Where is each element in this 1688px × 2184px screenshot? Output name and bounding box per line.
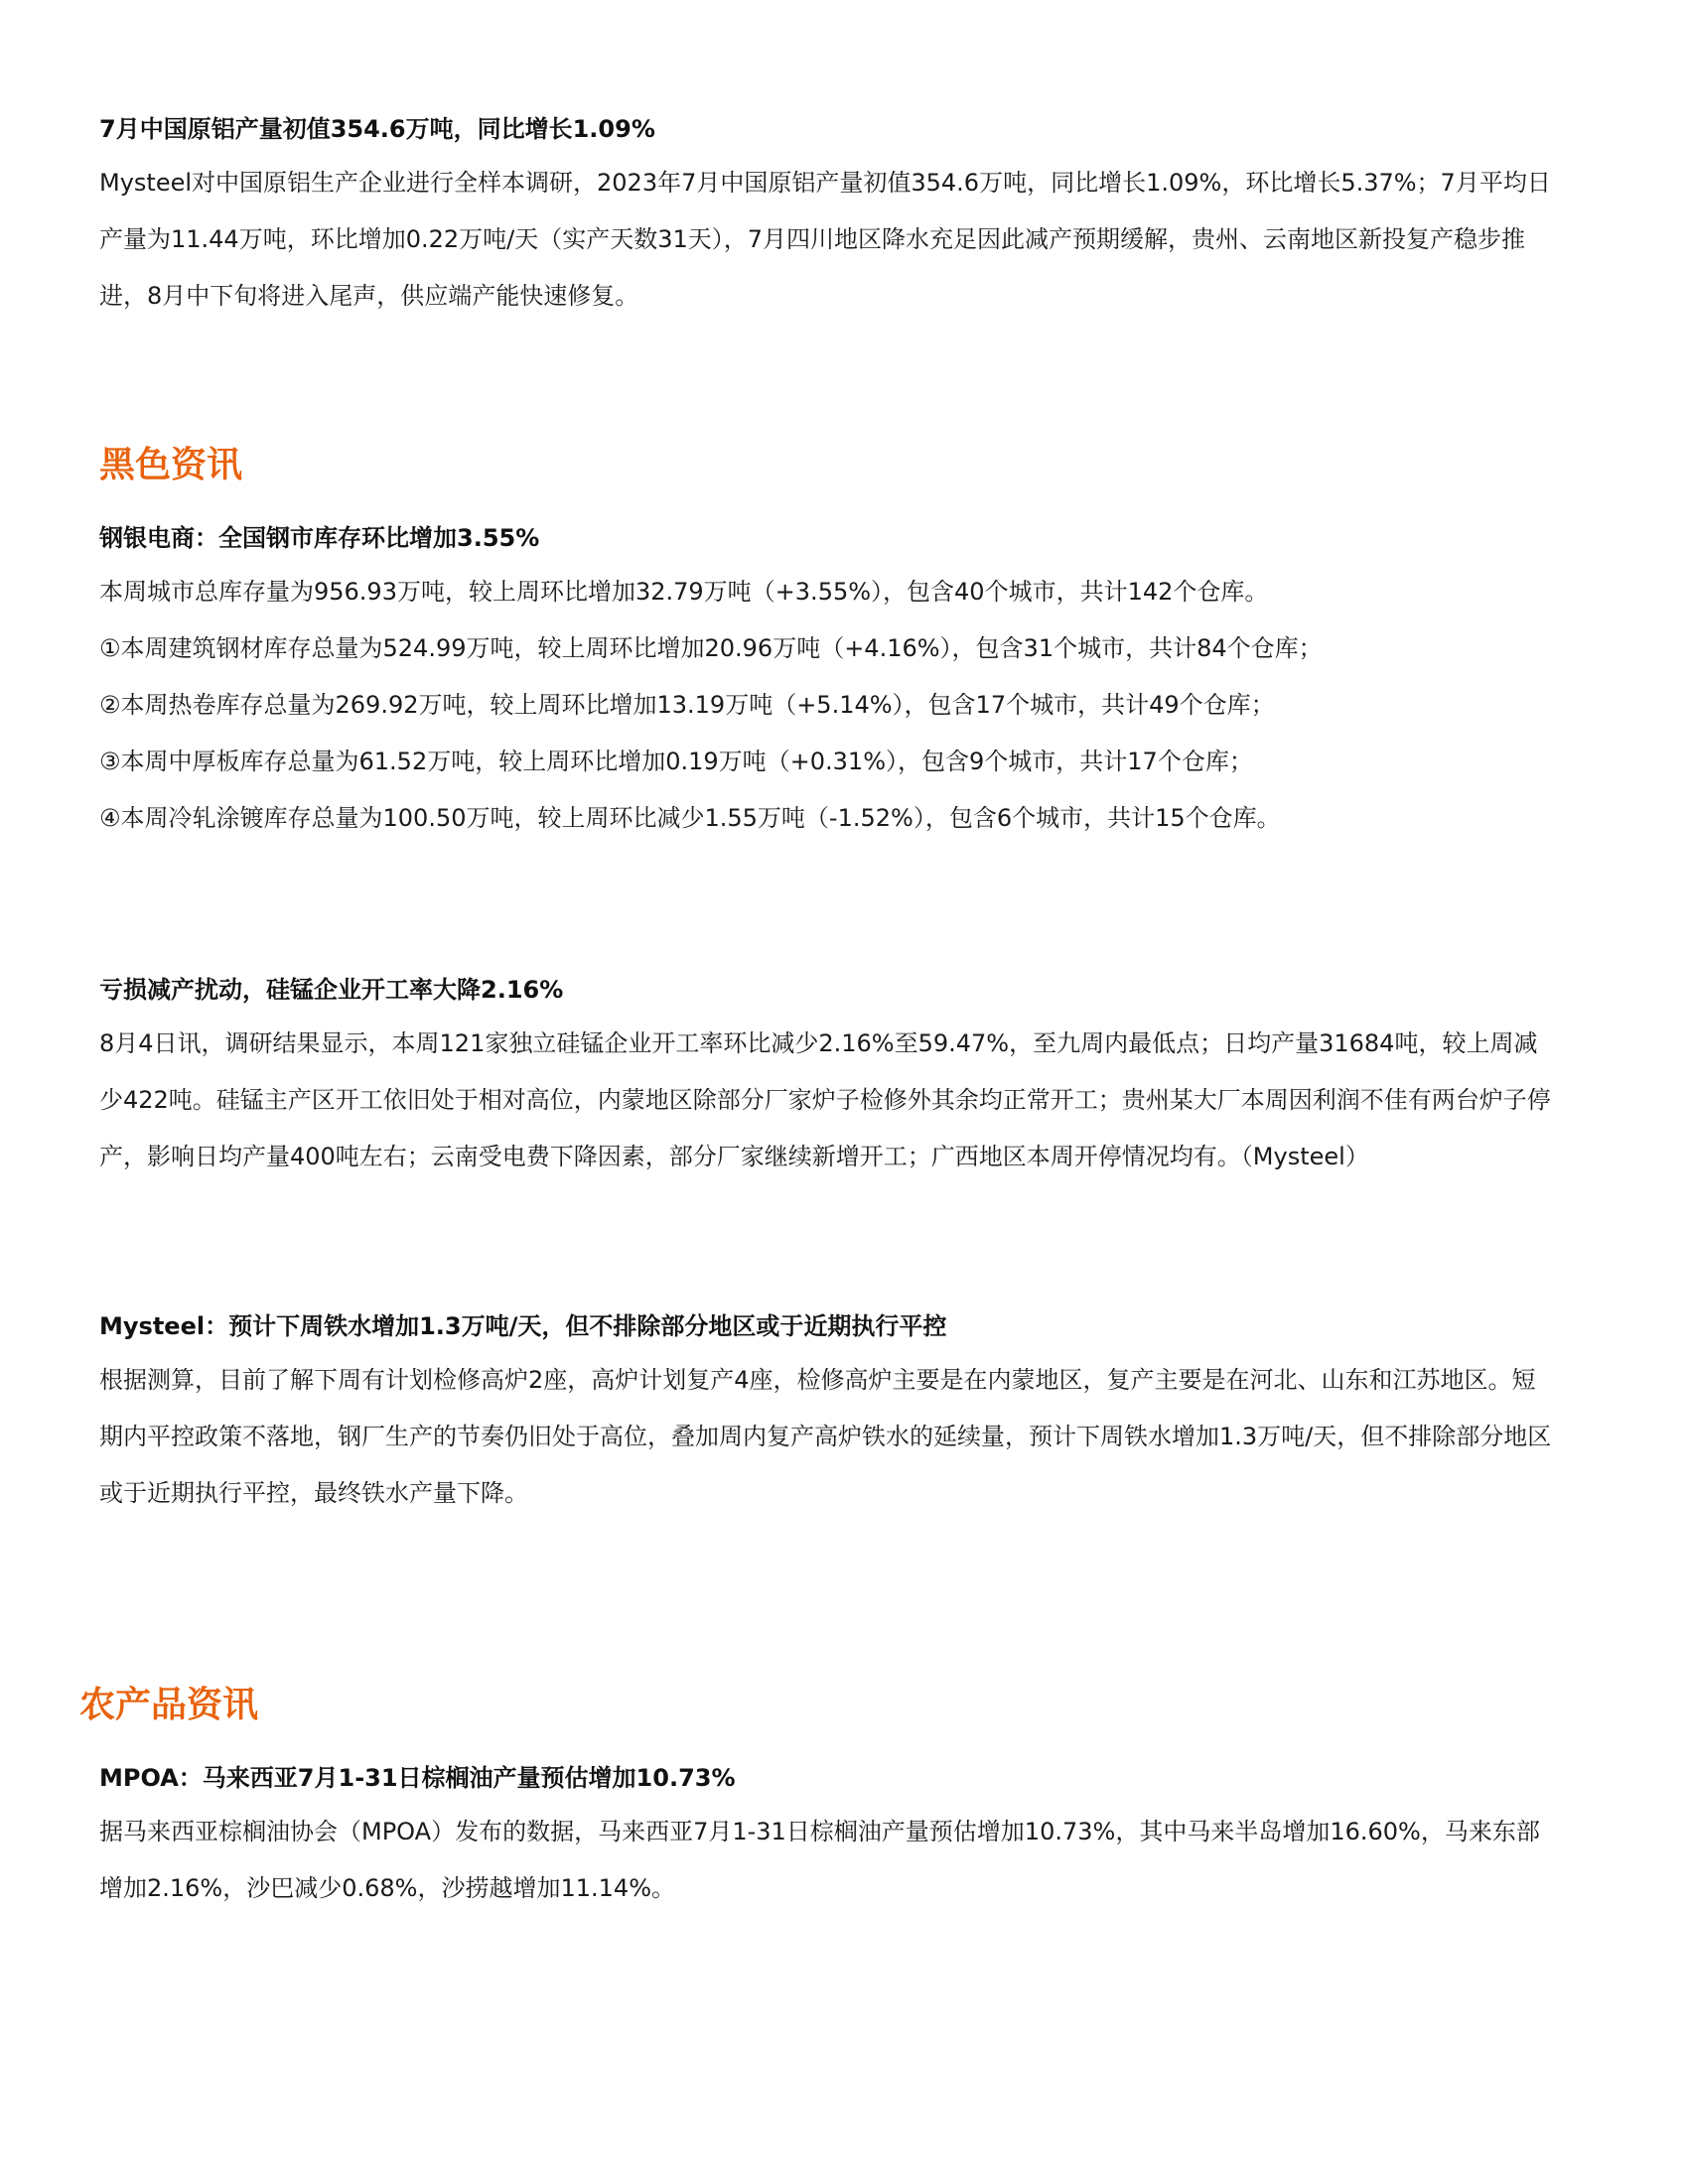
article-line: ②本周热卷库存总量为269.92万吨，较上周环比增加13.19万吨（+5.14%），包含17个城市，共计49个仓库；: [99, 691, 1275, 719]
section-title-ferrous: 黑色资讯: [99, 445, 243, 485]
article-line: ④本周冷轧涂镀库存总量为100.50万吨，较上周环比减少1.55万吨（-1.52%），包含6个城市，共计15个仓库。: [99, 804, 1281, 832]
article-line: ③本周中厚板库存总量为61.52万吨，较上周环比增加0.19万吨（+0.31%），包含9个城市，共计17个仓库；: [99, 748, 1253, 775]
article-body: 根据测算，目前了解下周有计划检修高炉2座，高炉计划复产4座，检修高炉主要是在内蒙地区，复产主要是在河北、山东和江苏地区。短期内平控政策不落地，钢厂生产的节奏仍旧处于高位，叠加周内复产高炉铁水的延续量，预计下周铁水增加1.3万吨/天，但不排除部分地区或于近期执行平控，最终铁水产量下降。: [99, 1366, 1552, 1507]
article-title: Mysteel：预计下周铁水增加1.3万吨/天，但不排除部分地区或于近期执行平控: [99, 1312, 947, 1340]
article-line: ①本周建筑钢材库存总量为524.99万吨，较上周环比增加20.96万吨（+4.16%），包含31个城市，共计84个仓库；: [99, 634, 1323, 662]
article-hot-metal: [99, 1306, 1559, 1522]
article-title: 7月中国原铝产量初值354.6万吨，同比增长1.09%: [99, 115, 655, 143]
article-line: 本周城市总库存量为956.93万吨，较上周环比增加32.79万吨（+3.55%），包含40个城市，共计142个仓库。: [99, 578, 1269, 606]
article-title: 亏损减产扰动，硅锰企业开工率大降2.16%: [99, 976, 564, 1004]
section-title-agri: 农产品资讯: [79, 1685, 259, 1725]
article-aluminum: [99, 109, 1559, 325]
article-title: 钢银电商：全国钢市库存环比增加3.55%: [99, 524, 540, 552]
article-silicomanganese: [99, 970, 1559, 1185]
article-title: MPOA：马来西亚7月1-31日棕榈油产量预估增加10.73%: [99, 1764, 736, 1792]
article-palm-oil: [99, 1758, 1559, 1917]
article-body: Mysteel对中国原铝生产企业进行全样本调研，2023年7月中国原铝产量初值354.6万吨，同比增长1.09%，环比增长5.37%；7月平均日产量为11.44万吨，环比增加0.22万吨/天（实产天数31天），7月四川地区降水充足因此减产预期缓解，贵州、云南地区新投复产稳步推进，8月中下旬将进入尾声，供应端产能快速修复。: [99, 169, 1551, 310]
article-body: 据马来西亚棕榈油协会（MPOA）发布的数据，马来西亚7月1-31日棕榈油产量预估增加10.73%，其中马来半岛增加16.60%，马来东部增加2.16%，沙巴减少0.68%，沙捞越增加11.14%。: [99, 1818, 1540, 1902]
article-body: 8月4日讯，调研结果显示，本周121家独立硅锰企业开工率环比减少2.16%至59.47%，至九周内最低点；日均产量31684吨，较上周减少422吨。硅锰主产区开工依旧处于相对高位，内蒙地区除部分厂家炉子检修外其余均正常开工；贵州某大厂本周因利润不佳有两台炉子停产，影响日均产量400吨左右；云南受电费下降因素，部分厂家继续新增开工；广西地区本周开停情况均有。（Mysteel）: [99, 1029, 1551, 1170]
article-steel-inventory: [99, 518, 1559, 847]
